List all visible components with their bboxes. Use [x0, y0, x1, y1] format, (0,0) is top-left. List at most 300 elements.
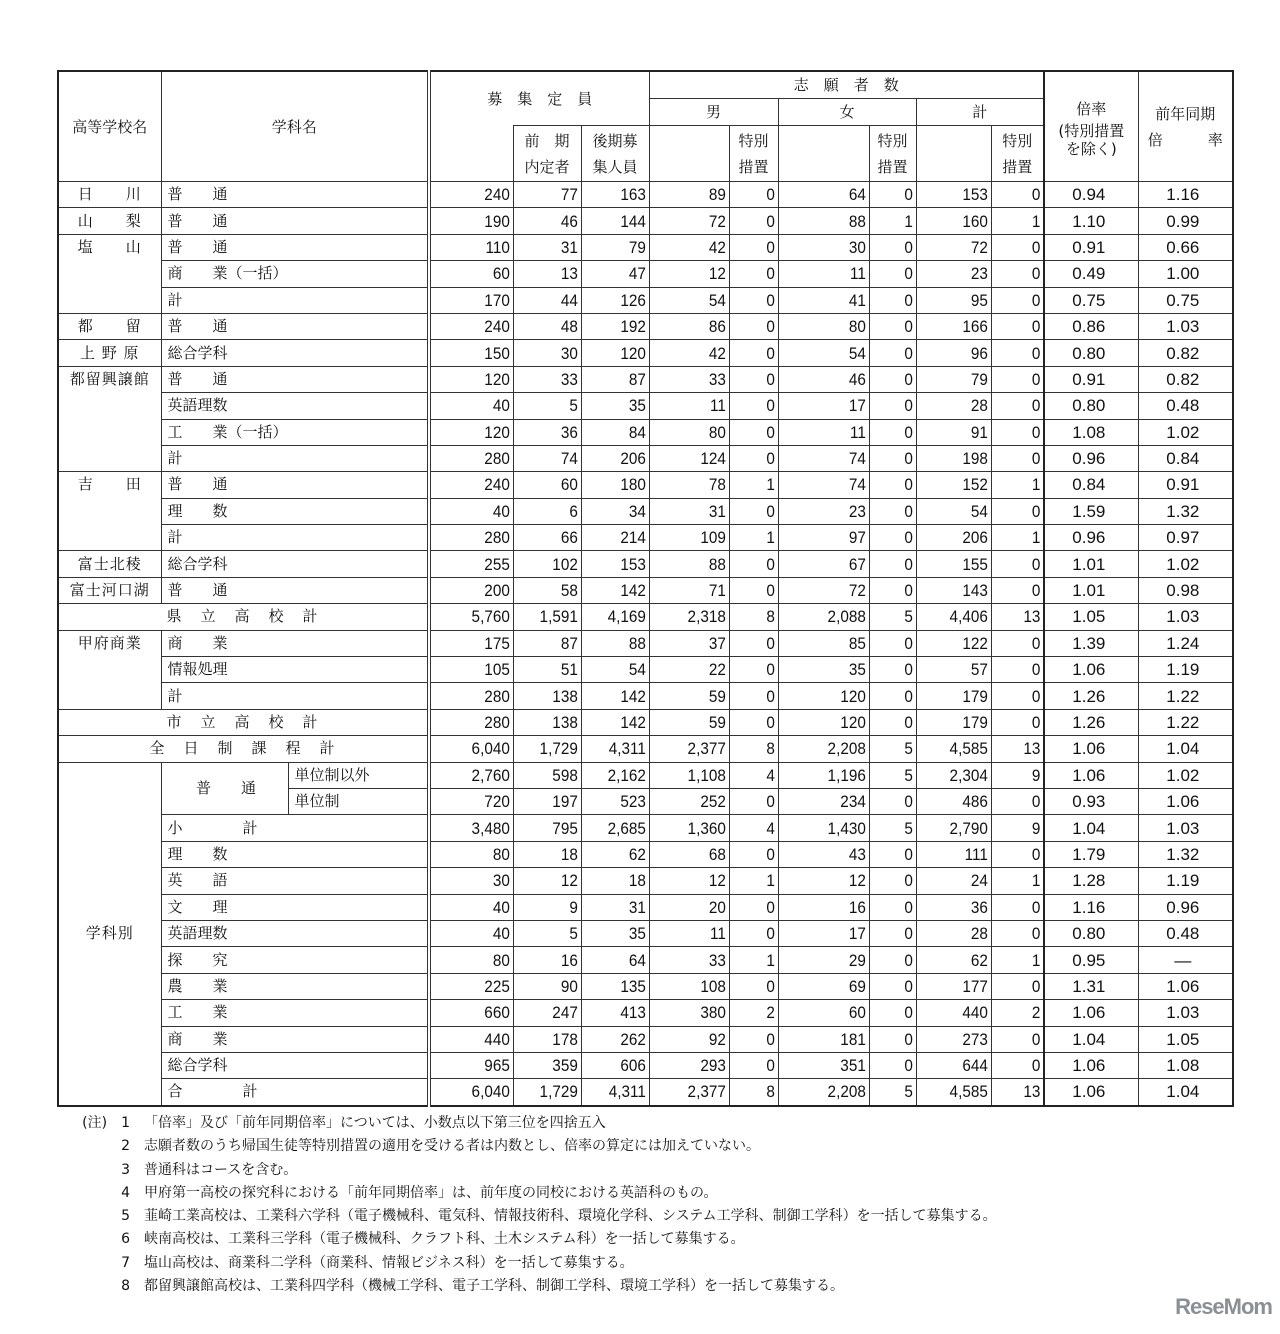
cell-male: 2,318: [657, 604, 729, 630]
cell-prev-ratio: 1.22: [1138, 709, 1233, 735]
cell-male-special: 0: [734, 1052, 778, 1078]
cell-late: 126: [588, 287, 649, 313]
cell-prev-ratio: 0.48: [1138, 920, 1233, 946]
cell-female-special: 0: [874, 657, 916, 683]
cell-prev-ratio: 0.82: [1138, 366, 1233, 392]
cell-female-special: 1: [874, 208, 916, 234]
cell-ratio: 1.10: [1044, 208, 1138, 234]
table-row: [58, 234, 1233, 260]
table-row: [58, 393, 1233, 419]
cell-male: 31: [657, 498, 729, 524]
cell-total: 57: [924, 657, 992, 683]
cell-male-special: 0: [734, 551, 778, 577]
subject-name: 普 通: [161, 234, 429, 260]
table-row: [58, 1000, 1233, 1026]
cell-late: 4,311: [588, 1079, 649, 1106]
cell-capacity: 40: [437, 894, 513, 920]
subject-name: 普 通: [161, 577, 429, 603]
cell-male: 11: [657, 393, 729, 419]
cell-female: 74: [787, 472, 869, 498]
school-name: 都 留: [58, 313, 161, 339]
header-capacity-total: [429, 126, 513, 182]
cell-total-special: 0: [996, 920, 1044, 946]
cell-early: 58: [520, 577, 581, 603]
cell-capacity: 6,040: [437, 736, 513, 762]
cell-female-special: 0: [874, 366, 916, 392]
table-row: [58, 340, 1233, 366]
cell-total-special: 0: [996, 709, 1044, 735]
cell-total-special: 1: [996, 525, 1044, 551]
cell-male-special: 1: [734, 472, 778, 498]
cell-female: 74: [787, 445, 869, 471]
subtotal-label: 合 計: [161, 1079, 429, 1106]
cell-male: 252: [657, 788, 729, 814]
header-total-count: [916, 126, 991, 182]
school-name: 山 梨: [58, 208, 161, 234]
cell-female: 120: [787, 683, 869, 709]
table-row: [58, 630, 1233, 656]
cell-capacity: 170: [437, 287, 513, 313]
cell-male-special: 0: [734, 577, 778, 603]
cell-total-special: 13: [996, 736, 1044, 762]
cell-female-special: 5: [874, 815, 916, 841]
table-row: [58, 709, 1233, 735]
cell-female-special: 0: [874, 709, 916, 735]
table-row: [58, 1026, 1233, 1052]
cell-female-special: 0: [874, 683, 916, 709]
cell-early: 6: [520, 498, 581, 524]
cell-female: 54: [787, 340, 869, 366]
cell-total: 179: [924, 683, 992, 709]
cell-total-special: 0: [996, 498, 1044, 524]
cell-early: 66: [520, 525, 581, 551]
cell-female: 2,208: [787, 1079, 869, 1106]
cell-capacity: 240: [437, 313, 513, 339]
note-text: 「倍率」及び「前年同期倍率」については、小数点以下第三位を四捨五入: [144, 1115, 606, 1131]
cell-total-special: 1: [996, 947, 1044, 973]
cell-late: 142: [588, 577, 649, 603]
subtotal-label: 計: [161, 287, 429, 313]
school-name: 日 川: [58, 182, 161, 208]
cell-female: 85: [787, 630, 869, 656]
cell-early: 16: [520, 947, 581, 973]
cell-early: 74: [520, 445, 581, 471]
table-row: [58, 841, 1233, 867]
cell-early: 247: [520, 1000, 581, 1026]
cell-female: 12: [787, 868, 869, 894]
cell-male-special: 0: [734, 366, 778, 392]
subject-name: 普 通: [161, 182, 429, 208]
cell-female-special: 0: [874, 419, 916, 445]
note-number: 3: [121, 1161, 130, 1178]
cell-ratio: 1.06: [1044, 657, 1138, 683]
cell-capacity: 240: [437, 182, 513, 208]
note-item: [60, 1275, 997, 1298]
header-applicants: 志 願 者 数: [649, 71, 1044, 99]
table-row: [58, 1079, 1233, 1106]
cell-late: 47: [588, 261, 649, 287]
cell-prev-ratio: 1.02: [1138, 762, 1233, 788]
cell-capacity: 440: [437, 1026, 513, 1052]
cell-early: 30: [520, 340, 581, 366]
cell-total: 4,406: [924, 604, 992, 630]
cell-prev-ratio: 1.22: [1138, 683, 1233, 709]
cell-total-special: 0: [996, 788, 1044, 814]
cell-early: 598: [520, 762, 581, 788]
table-row: [58, 894, 1233, 920]
cell-prev-ratio: 1.16: [1138, 182, 1233, 208]
subject-name: 文 理: [161, 894, 429, 920]
header-female: 女: [778, 99, 916, 126]
table-row: [58, 868, 1233, 894]
cell-total-special: 0: [996, 182, 1044, 208]
cell-late: 2,162: [588, 762, 649, 788]
row-total-label: 県 立 高 校 計: [58, 604, 429, 630]
cell-male-special: 0: [734, 498, 778, 524]
header-female-count: [778, 126, 869, 182]
cell-male: 33: [657, 366, 729, 392]
cell-male: 42: [657, 340, 729, 366]
cell-male: 92: [657, 1026, 729, 1052]
cell-total-special: 0: [996, 1026, 1044, 1052]
cell-female: 234: [787, 788, 869, 814]
note-item: [60, 1135, 997, 1158]
cell-ratio: 1.06: [1044, 762, 1138, 788]
header-female-special: 特別 措置: [869, 126, 916, 182]
table-row: [58, 815, 1233, 841]
cell-late: 31: [588, 894, 649, 920]
table-row: [58, 182, 1233, 208]
cell-prev-ratio: 1.00: [1138, 261, 1233, 287]
cell-female: 351: [787, 1052, 869, 1078]
cell-total-special: 0: [996, 683, 1044, 709]
cell-female: 80: [787, 313, 869, 339]
cell-total: 28: [924, 393, 992, 419]
cell-male-special: 0: [734, 788, 778, 814]
cell-early: 178: [520, 1026, 581, 1052]
subject-name: 総合学科: [161, 1052, 429, 1078]
cell-ratio: 1.08: [1044, 419, 1138, 445]
cell-ratio: 1.06: [1044, 1052, 1138, 1078]
cell-total: 2,304: [924, 762, 992, 788]
school-name: 富士北稜: [58, 551, 161, 577]
row-total-label: 全 日 制 課 程 計: [58, 736, 429, 762]
cell-male-special: 1: [734, 525, 778, 551]
cell-ratio: 0.80: [1044, 920, 1138, 946]
cell-ratio: 1.04: [1044, 815, 1138, 841]
cell-total-special: 13: [996, 1079, 1044, 1106]
cell-ratio: 0.93: [1044, 788, 1138, 814]
header-subject: 学科名: [161, 71, 429, 182]
cell-female-special: 0: [874, 525, 916, 551]
cell-capacity: 965: [437, 1052, 513, 1078]
cell-male: 59: [657, 683, 729, 709]
cell-male: 37: [657, 630, 729, 656]
cell-male: 293: [657, 1052, 729, 1078]
cell-late: 84: [588, 419, 649, 445]
cell-prev-ratio: —: [1138, 947, 1233, 973]
cell-male: 1,108: [657, 762, 729, 788]
cell-male-special: 0: [734, 340, 778, 366]
cell-early: 359: [520, 1052, 581, 1078]
cell-prev-ratio: 1.32: [1138, 841, 1233, 867]
table-row: [58, 208, 1233, 234]
cell-male: 22: [657, 657, 729, 683]
cell-early: 138: [520, 709, 581, 735]
cell-total-special: 0: [996, 287, 1044, 313]
cell-total: 2,790: [924, 815, 992, 841]
cell-ratio: 0.75: [1044, 287, 1138, 313]
cell-prev-ratio: 0.82: [1138, 340, 1233, 366]
cell-late: 18: [588, 868, 649, 894]
note-item: [60, 1252, 997, 1275]
subtotal-label: 計: [161, 525, 429, 551]
subject-name: 英語理数: [161, 920, 429, 946]
cell-male: 88: [657, 551, 729, 577]
cell-late: 62: [588, 841, 649, 867]
cell-ratio: 1.05: [1044, 604, 1138, 630]
school-name: 富士河口湖: [58, 577, 161, 603]
note-number: 8: [121, 1278, 130, 1295]
cell-total: 95: [924, 287, 992, 313]
cell-early: 87: [520, 630, 581, 656]
cell-early: 48: [520, 313, 581, 339]
cell-total-special: 0: [996, 894, 1044, 920]
cell-female: 30: [787, 234, 869, 260]
cell-total: 23: [924, 261, 992, 287]
cell-early: 44: [520, 287, 581, 313]
cell-prev-ratio: 1.05: [1138, 1026, 1233, 1052]
cell-capacity: 3,480: [437, 815, 513, 841]
cell-total: 111: [924, 841, 992, 867]
cell-total-special: 1: [996, 868, 1044, 894]
cell-total: 166: [924, 313, 992, 339]
cell-capacity: 150: [437, 340, 513, 366]
header-total-special: 特別 措置: [991, 126, 1044, 182]
table-row: [58, 287, 1233, 313]
note-number: 5: [121, 1208, 130, 1225]
cell-male: 109: [657, 525, 729, 551]
subject-name: 総合学科: [161, 551, 429, 577]
cell-female-special: 0: [874, 498, 916, 524]
cell-late: 214: [588, 525, 649, 551]
cell-total: 152: [924, 472, 992, 498]
cell-ratio: 1.28: [1044, 868, 1138, 894]
table-row: [58, 657, 1233, 683]
cell-female: 46: [787, 366, 869, 392]
cell-total: 122: [924, 630, 992, 656]
note-item: [60, 1112, 997, 1135]
cell-total: 177: [924, 973, 992, 999]
cell-female-special: 0: [874, 393, 916, 419]
cell-capacity: 40: [437, 920, 513, 946]
table-row: [58, 525, 1233, 551]
cell-ratio: 1.16: [1044, 894, 1138, 920]
cell-male-special: 4: [734, 762, 778, 788]
cell-late: 135: [588, 973, 649, 999]
cell-male-special: 1: [734, 947, 778, 973]
applicant-ratio-table: [57, 70, 1234, 1107]
cell-total: 153: [924, 182, 992, 208]
cell-female-special: 5: [874, 736, 916, 762]
cell-total-special: 9: [996, 762, 1044, 788]
cell-female-special: 0: [874, 894, 916, 920]
header-male: 男: [649, 99, 778, 126]
subject-name: 総合学科: [161, 340, 429, 366]
cell-female-special: 0: [874, 788, 916, 814]
subject-name: 商 業（一括）: [161, 261, 429, 287]
cell-male-special: 0: [734, 683, 778, 709]
cell-female-special: 0: [874, 577, 916, 603]
cell-early: 102: [520, 551, 581, 577]
cell-total: 198: [924, 445, 992, 471]
cell-female: 60: [787, 1000, 869, 1026]
cell-ratio: 0.84: [1044, 472, 1138, 498]
notes: [60, 1112, 997, 1298]
cell-capacity: 80: [437, 947, 513, 973]
cell-capacity: 60: [437, 261, 513, 287]
cell-ratio: 1.26: [1044, 709, 1138, 735]
cell-prev-ratio: 1.06: [1138, 788, 1233, 814]
subject-name: 普 通: [161, 472, 429, 498]
note-number: 6: [121, 1231, 130, 1248]
cell-prev-ratio: 1.06: [1138, 973, 1233, 999]
cell-total: 36: [924, 894, 992, 920]
cell-prev-ratio: 1.32: [1138, 498, 1233, 524]
cell-female: 69: [787, 973, 869, 999]
cell-total: 4,585: [924, 1079, 992, 1106]
table-row: [58, 445, 1233, 471]
cell-female: 1,430: [787, 815, 869, 841]
cell-female: 97: [787, 525, 869, 551]
cell-male-special: 0: [734, 657, 778, 683]
cell-prev-ratio: 0.97: [1138, 525, 1233, 551]
cell-male-special: 1: [734, 868, 778, 894]
cell-total-special: 0: [996, 841, 1044, 867]
table-row: [58, 683, 1233, 709]
cell-female-special: 0: [874, 182, 916, 208]
cell-male-special: 0: [734, 973, 778, 999]
cell-female: 181: [787, 1026, 869, 1052]
cell-male-special: 0: [734, 445, 778, 471]
subject-name: 探 究: [161, 947, 429, 973]
cell-early: 33: [520, 366, 581, 392]
cell-total-special: 0: [996, 973, 1044, 999]
cell-male: 124: [657, 445, 729, 471]
table-row: [58, 366, 1233, 392]
subject-name: 普 通: [161, 366, 429, 392]
cell-ratio: 0.96: [1044, 525, 1138, 551]
note-item: [60, 1182, 997, 1205]
cell-late: 4,311: [588, 736, 649, 762]
cell-ratio: 1.39: [1044, 630, 1138, 656]
cell-male-special: 0: [734, 709, 778, 735]
cell-prev-ratio: 1.02: [1138, 551, 1233, 577]
cell-capacity: 5,760: [437, 604, 513, 630]
cell-total-special: 0: [996, 577, 1044, 603]
cell-late: 35: [588, 920, 649, 946]
cell-female-special: 0: [874, 841, 916, 867]
cell-male-special: 0: [734, 287, 778, 313]
cell-capacity: 120: [437, 419, 513, 445]
cell-ratio: 0.91: [1044, 366, 1138, 392]
header-prev-ratio: 前年同期 倍 率: [1138, 71, 1233, 182]
cell-capacity: 720: [437, 788, 513, 814]
cell-late: 2,685: [588, 815, 649, 841]
cell-female: 29: [787, 947, 869, 973]
cell-capacity: 105: [437, 657, 513, 683]
cell-capacity: 40: [437, 393, 513, 419]
cell-capacity: 255: [437, 551, 513, 577]
cell-male-special: 0: [734, 841, 778, 867]
subject-name: 普 通: [161, 762, 288, 815]
school-name: 塩 山: [58, 234, 161, 313]
cell-late: 153: [588, 551, 649, 577]
cell-total-special: 0: [996, 234, 1044, 260]
cell-male: 89: [657, 182, 729, 208]
cell-late: 88: [588, 630, 649, 656]
cell-ratio: 0.49: [1044, 261, 1138, 287]
note-item: [60, 1228, 997, 1251]
cell-ratio: 1.26: [1044, 683, 1138, 709]
subject-name: 商 業: [161, 630, 429, 656]
cell-total-special: 13: [996, 604, 1044, 630]
table-row: [58, 498, 1233, 524]
cell-prev-ratio: 0.84: [1138, 445, 1233, 471]
subject-name: 英 語: [161, 868, 429, 894]
cell-male-special: 0: [734, 182, 778, 208]
cell-prev-ratio: 1.19: [1138, 868, 1233, 894]
cell-female: 43: [787, 841, 869, 867]
cell-capacity: 175: [437, 630, 513, 656]
cell-ratio: 1.59: [1044, 498, 1138, 524]
cell-total-special: 0: [996, 630, 1044, 656]
cell-total: 143: [924, 577, 992, 603]
cell-female-special: 5: [874, 604, 916, 630]
note-item: [60, 1205, 997, 1228]
cell-male: 54: [657, 287, 729, 313]
cell-prev-ratio: 0.48: [1138, 393, 1233, 419]
cell-late: 180: [588, 472, 649, 498]
cell-prev-ratio: 0.99: [1138, 208, 1233, 234]
table-row: [58, 736, 1233, 762]
cell-late: 64: [588, 947, 649, 973]
cell-female-special: 0: [874, 234, 916, 260]
header-male-special: 特別 措置: [729, 126, 778, 182]
cell-total: 206: [924, 525, 992, 551]
cell-early: 18: [520, 841, 581, 867]
cell-male: 20: [657, 894, 729, 920]
subtotal-label: 計: [161, 683, 429, 709]
note-text: 普通科はコースを含む。: [144, 1161, 298, 1178]
subject-name: 普 通: [161, 208, 429, 234]
note-number: 7: [121, 1254, 130, 1271]
cell-male-special: 0: [734, 313, 778, 339]
cell-male-special: 4: [734, 815, 778, 841]
cell-total: 28: [924, 920, 992, 946]
cell-total: 440: [924, 1000, 992, 1026]
cell-female: 72: [787, 577, 869, 603]
table-row: [58, 1052, 1233, 1078]
cell-male: 86: [657, 313, 729, 339]
cell-male-special: 0: [734, 261, 778, 287]
table-row: [58, 920, 1233, 946]
cell-male-special: 0: [734, 894, 778, 920]
cell-total-special: 0: [996, 1052, 1044, 1078]
subject-subtype: 単位制以外: [288, 762, 429, 788]
cell-female-special: 0: [874, 551, 916, 577]
cell-female-special: 0: [874, 1026, 916, 1052]
